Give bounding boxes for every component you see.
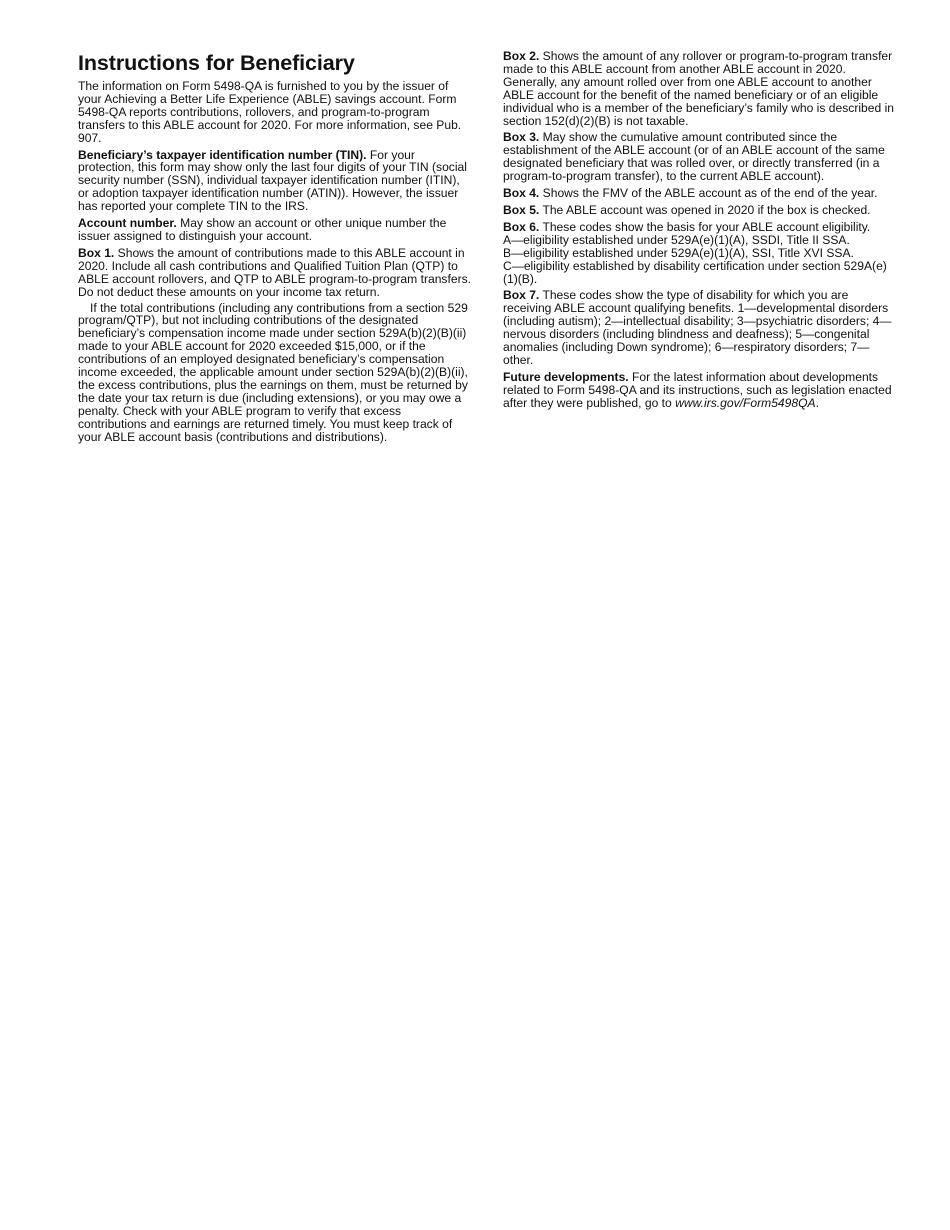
tin-text: For your protection, this form may show only the last four digits of your TIN (social security number (SSN), individual taxpayer identification number (ITIN), or adoption taxpayer identification number (ATIN)). However, the issuer has reported your complete TIN to the IRS. <box>78 147 467 214</box>
box1-excess-paragraph: If the total contributions (including any contributions from a section 529 program/QTP), but not including contributions of the designated beneficiary’s compensation income made under section 529A(b)(2)(B)(ii) made to your ABLE account for 2020 exceeded $15,000, or if the contributions of an employed designated beneficiary’s compensation income exceeded, the applicable amount under section 529A(b)(2)(B)(ii), the excess contributions, plus the earnings on them, must be returned by the date your tax return is due (including extensions), or you may owe a penalty. Check with your ABLE program to verify that excess contributions and earnings are returned timely. You must keep track of your ABLE account basis (contributions and distributions). <box>78 300 468 444</box>
box6-code-b: B—eligibility established under 529A(e)(1)(A), SSI, Title XVI SSA. <box>503 245 854 260</box>
box5-heading: Box 5. <box>503 202 540 217</box>
account-number-paragraph <box>78 217 471 243</box>
tin-paragraph <box>78 149 471 214</box>
box3-heading: Box 3. <box>503 130 540 145</box>
box6-heading: Box 6. <box>503 219 540 234</box>
right-column <box>503 50 895 414</box>
future-developments-heading: Future developments. <box>503 369 629 384</box>
box6-text: These codes show the basis for your ABLE account eligibility. <box>539 219 871 234</box>
box5-paragraph <box>503 204 895 217</box>
box3-text: May show the cumulative amount contributed since the establishment of the ABLE account (or of an ABLE account of the same designated beneficiary that was rolled over, or directly transferred (in a program-to-program transfer), to the current ABLE account). <box>503 130 885 184</box>
box7-paragraph <box>503 289 895 366</box>
box1-heading: Box 1. <box>78 245 115 260</box>
box1-paragraph <box>78 247 471 299</box>
box7-heading: Box 7. <box>503 288 540 303</box>
box6-paragraph <box>503 221 895 286</box>
irs-url-link[interactable]: www.irs.gov/Form5498QA <box>675 395 816 410</box>
box7-text: These codes show the type of disability for which you are receiving ABLE account qualifying benefits. 1—developmental disorders (including autism); 2—intellectual disability; 3—psychiatric disorders; 4—nervous disorders (including blindness and deafness); 5—congenital anomalies (including Down syndrome); 6—respiratory disorders; 7—other. <box>503 288 892 367</box>
tin-heading: Beneficiary’s taxpayer identification number (TIN). <box>78 147 367 162</box>
box2-heading: Box 2. <box>503 49 540 63</box>
future-developments-end: . <box>815 395 819 410</box>
page-title: Instructions for Beneficiary <box>78 51 355 75</box>
future-developments-paragraph <box>503 371 895 410</box>
intro-paragraph: The information on Form 5498-QA is furnished to you by the issuer of your Achieving a Better Life Experience (ABLE) savings account. Form 5498-QA reports contributions, rollovers, and program-to-program transfers to this ABLE account for 2020. For more information, see Pub. 907. <box>78 79 462 145</box>
box6-code-c: C—eligibility established by disability certification under section 529A(e)(1)(B). <box>503 258 887 286</box>
account-number-heading: Account number. <box>78 216 177 231</box>
box4-text: Shows the FMV of the ABLE account as of the end of the year. <box>539 186 878 201</box>
box2-paragraph <box>503 50 895 127</box>
box1-text: Shows the amount of contributions made to this ABLE account in 2020. Include all cash contributions and Qualified Tuition Plan (QTP) to ABLE account rollovers, and QTP to ABLE program-to-program transfers. Do not deduct these amounts on your income tax return. <box>78 245 471 299</box>
future-developments-text: For the latest information about developments related to Form 5498-QA and its instructions, such as legislation enacted after they were published, go to <box>503 369 892 410</box>
box2-text: Shows the amount of any rollover or program-to-program transfer made to this ABLE account from another ABLE account in 2020. Generally, any amount rolled over from one ABLE account to another ABLE account for the benefit of the named beneficiary or of an eligible individual who is a member of the beneficiary’s family who is described in section 152(d)(2)(B) is not taxable. <box>503 49 894 128</box>
account-number-text: May show an account or other unique number the issuer assigned to distinguish your account. <box>78 216 447 243</box>
box4-paragraph <box>503 187 895 200</box>
box4-heading: Box 4. <box>503 186 540 201</box>
box5-text: The ABLE account was opened in 2020 if the box is checked. <box>539 202 871 217</box>
left-column <box>78 50 471 447</box>
box3-paragraph <box>503 131 895 183</box>
box6-code-a: A—eligibility established under 529A(e)(1)(A), SSDI, Title II SSA. <box>503 232 850 247</box>
